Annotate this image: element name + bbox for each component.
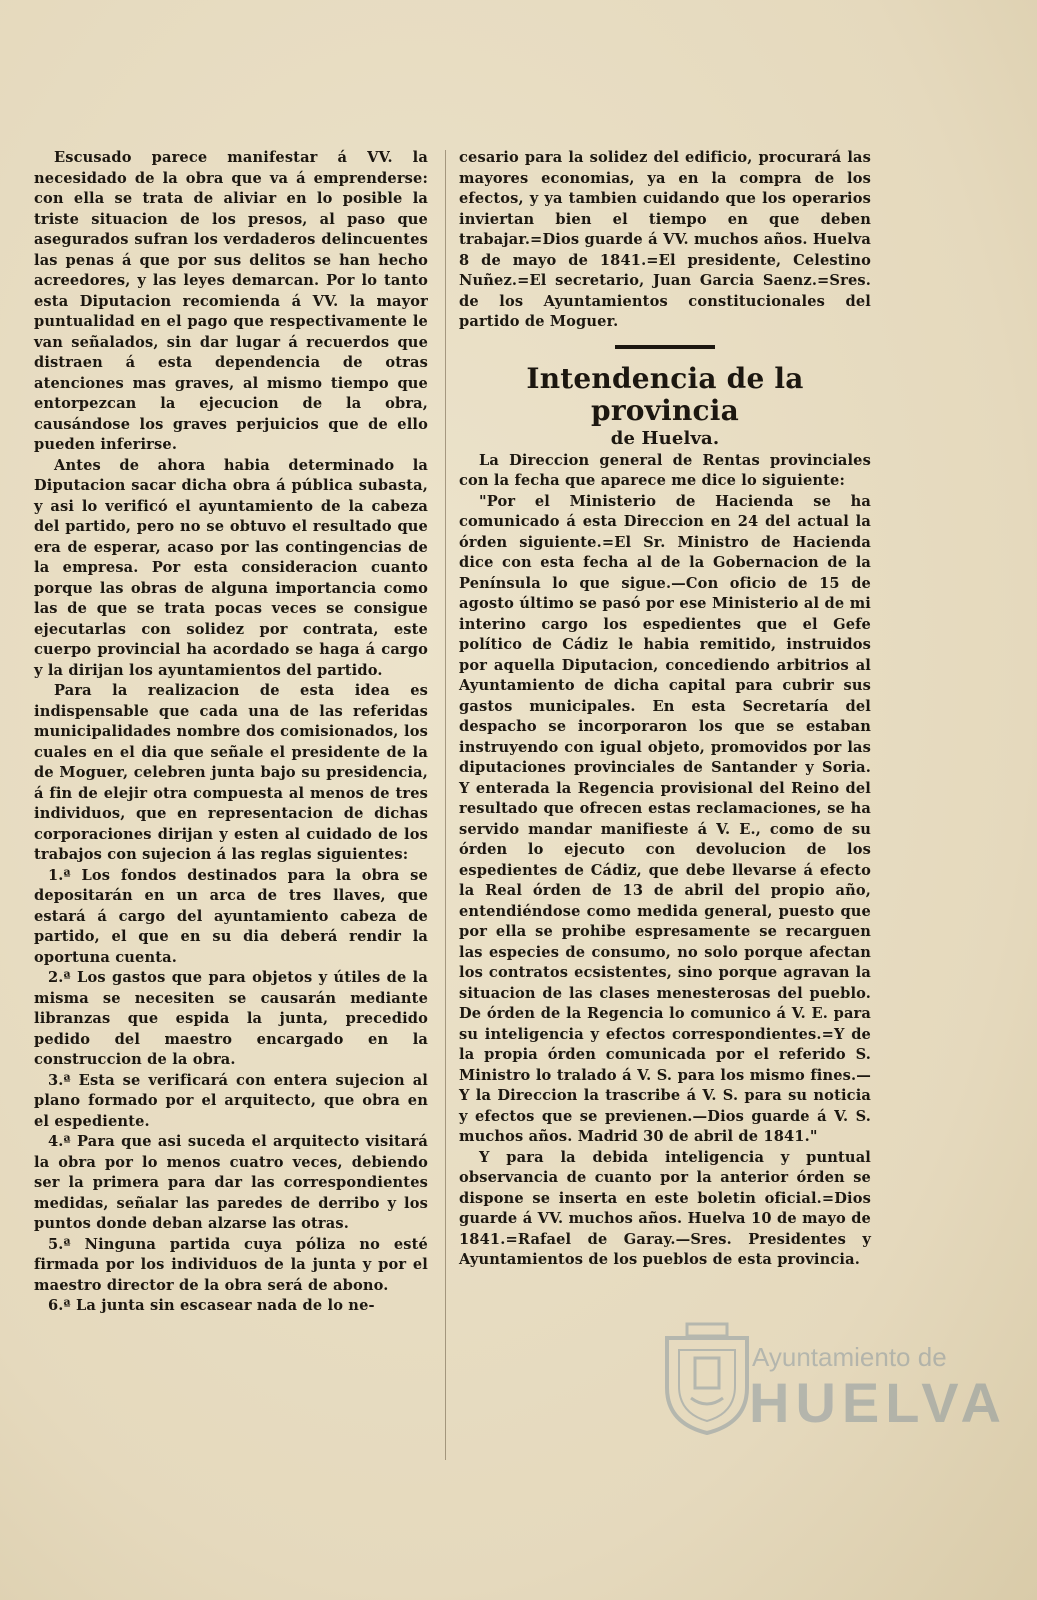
watermark-line1: Ayuntamiento de — [752, 1342, 947, 1372]
right-column — [459, 148, 871, 1271]
section-rule — [615, 345, 715, 349]
paragraph-realizacion: Para la realizacion de esta idea es indispensable que cada una de las referidas municipalidades nombre dos comisionados, los cuales en el dia que señale el presidente de la de Moguer, celebren junta bajo su presidencia, á fin de elejir otra compuesta al menos de tres individuos, que en representacion de dichas corporaciones dirijan y esten al cuidado de los trabajos con sujecion á las reglas siguientes: — [34, 682, 428, 863]
rule-3: 3.ª Esta se verificará con entera sujecion al plano formado por el arquitecto, que obra en el espediente. — [34, 1071, 428, 1130]
column-divider — [445, 150, 446, 1460]
rule-2: 2.ª Los gastos que para objetos y útiles de la misma se necesiten se causarán mediante libranzas que espida la junta, precedido pedido del maestro encargado en la construccion de la obra. — [34, 969, 428, 1068]
paragraph-subasta: Antes de ahora habia determinado la Diputacion sacar dicha obra á pública subasta, y asi lo verificó el ayuntamiento de la cabeza del partido, pero no se obtuvo el resultado que era de esperar, acaso por las contingencias de la empresa. Por esta consideracion cuanto porque las obras de alguna importancia como las de que se trata pocas veces se consigue ejecutarlas con solidez por contrata, este cuerpo provincial ha acordado se haga á cargo y la dirijan los ayuntamientos del partido. — [34, 456, 428, 679]
watermark-line2: HUELVA — [749, 1371, 1007, 1434]
rule-5: 5.ª Ninguna partida cuya póliza no esté firmada por los individuos de la junta y por el maestro director de la obra será de abono. — [34, 1235, 428, 1294]
paragraph-ministerio: "Por el Ministerio de Hacienda se ha comunicado á esta Direccion en 24 del actual la órden siguiente.=El Sr. Ministro de Hacienda dice con esta fecha al de la Gobernacion de la Península lo que sigue.—Con oficio de 15 de agosto último se pasó por ese Ministerio al de mi interino cargo los espedientes que el Gefe político de Cádiz le habia remitido, instruidos por aquella Diputacion, concediendo arbitrios al Ayuntamiento de dicha capital para cubrir sus gastos municipales. En esta Secretaría del despacho se incorporaron los que se estaban instruyendo con igual objeto, promovidos por las diputaciones provinciales de Santander y Soria. Y enterada la Regencia provisional del Reino del resultado que ofrecen estas reclamaciones, se ha servido mandar manifieste á V. E., como de su órden lo ejecuto con devolucion de los espedientes de Cádiz, que debe llevarse á efecto la Real órden de 13 de abril del propio año, entendiéndose como medida general, puesto que por ella se prohibe espresamente se recarguen las especies de consumo, no solo porque afectan los contratos ecsistentes, sino porque agravan la situacion de las clases menesterosas del pueblo. De órden de la Regencia lo comunico á V. E. para su inteligencia y efectos correspondientes.=Y de la propia órden comunicada por el referido S. Ministro lo tralado á V. S. para los mismo fines.—Y la Direccion la trascribe á V. S. para su noticia y efectos que se previenen.—Dios guarde á V. S. muchos años. Madrid 30 de abril de 1841." — [459, 492, 871, 1145]
rule-4: 4.ª Para que asi suceda el arquitecto visitará la obra por lo menos cuatro veces, debiendo ser la primera para dar las correspondientes medidas, señalar las paredes de derribo y los puntos donde deban alzarse las otras. — [34, 1133, 428, 1232]
section-heading: Intendencia de la provincia — [526, 361, 804, 427]
left-column — [34, 148, 428, 1317]
rule-6: 6.ª La junta sin escasear nada de lo ne- — [48, 1297, 375, 1314]
section-subheading: de Huelva. — [610, 427, 720, 449]
city-seal-icon — [657, 1318, 757, 1438]
paragraph-direccion: La Direccion general de Rentas provinciales con la fecha que aparece me dice lo siguiente: — [459, 451, 871, 489]
ayuntamiento-watermark — [657, 1318, 1007, 1478]
paragraph-closing: Y para la debida inteligencia y puntual observancia de cuanto por la anterior órden se dispone se inserta en este boletin oficial.=Dios guarde á VV. muchos años. Huelva 10 de mayo de 1841.=Rafael de Garay.—Sres. Presidentes y Ayuntamientos de los pueblos de esta provincia. — [459, 1148, 871, 1268]
paragraph-continuation: cesario para la solidez del edificio, procurará las mayores economias, ya en la compra de los efectos, y ya tambien cuidando que los operarios inviertan bien el tiempo en que deben trabajar.=Dios guarde á VV. muchos años. Huelva 8 de mayo de 1841.=El presidente, Celestino Nuñez.=El secretario, Juan Garcia Saenz.=Sres. de los Ayuntamientos constitucionales del partido de Moguer. — [459, 149, 871, 330]
paragraph-intro: Escusado parece manifestar á VV. la necesidado de la obra que va á emprenderse: con ella se trata de aliviar en lo posible la triste situacion de los presos, al paso que asegurados sufran los verdaderos delincuentes las penas á que por sus delitos se han hecho acreedores, y las leyes demarcan. Por lo tanto esta Diputacion recomienda á VV. la mayor puntualidad en el pago que respectivamente le van señalados, sin dar lugar á recuerdos que distraen á esta dependencia de otras atenciones mas graves, al mismo tiempo que entorpezcan la ejecucion de la obra, causándose los graves perjuicios que de ello pueden inferirse. — [34, 149, 428, 453]
rule-1: 1.ª Los fondos destinados para la obra se depositarán en un arca de tres llaves, que estará á cargo del ayuntamiento cabeza de partido, el que en su dia deberá rendir la oportuna cuenta. — [34, 866, 428, 966]
